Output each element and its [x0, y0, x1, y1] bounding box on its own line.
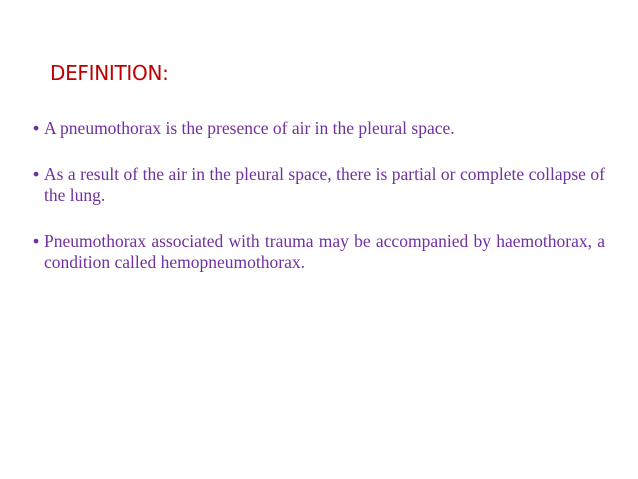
- bullet-text: A pneumothorax is the presence of air in the pleural space.: [44, 118, 455, 138]
- bullet-dot-icon: •: [33, 231, 40, 251]
- bullet-item: [33, 118, 605, 139]
- bullet-list: [33, 118, 605, 273]
- bullet-text: Pneumothorax associated with trauma may be accompanied by haemothorax, a condition called hemopneumothorax.: [44, 231, 605, 272]
- slide-title: DEFINITION:: [50, 61, 169, 85]
- bullet-item: [33, 231, 605, 273]
- bullet-text: As a result of the air in the pleural space, there is partial or complete collapse of the lung.: [44, 164, 605, 205]
- bullet-dot-icon: •: [33, 164, 40, 184]
- bullet-item: [33, 164, 605, 206]
- bullet-dot-icon: •: [33, 118, 40, 138]
